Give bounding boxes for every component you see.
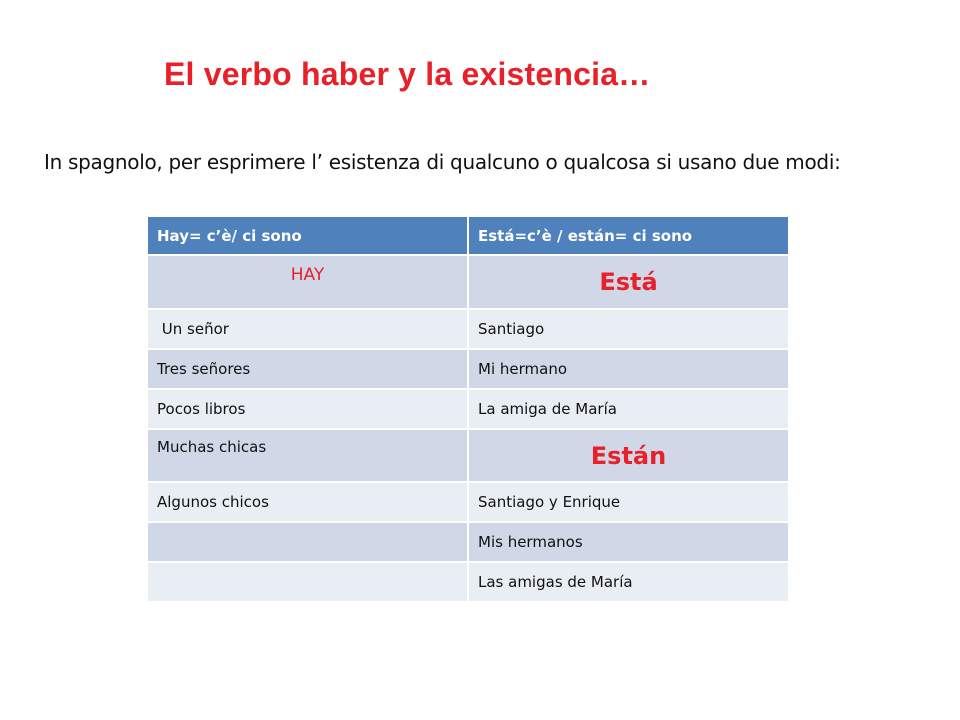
header-hay: Hay= c’è/ ci sono (148, 217, 468, 255)
table-cell: Mis hermanos (468, 522, 788, 562)
intro-text: In spagnolo, per esprimere l’ esistenza di qualcuno o qualcosa si usano due modi: (44, 150, 841, 174)
table-row (148, 522, 788, 562)
table-cell (148, 522, 468, 562)
table-cell: Santiago (468, 309, 788, 349)
table-cell: Muchas chicas (148, 429, 468, 482)
section-label-esta: Está (468, 255, 788, 309)
table-row (148, 309, 788, 349)
table-row (148, 349, 788, 389)
table-cell: Tres señores (148, 349, 468, 389)
table-row (148, 429, 788, 482)
table-cell: Algunos chicos (148, 482, 468, 522)
section-label-hay: HAY (148, 255, 468, 309)
table-row (148, 389, 788, 429)
table-row (148, 482, 788, 522)
table-cell: Mi hermano (468, 349, 788, 389)
table-cell (148, 562, 468, 602)
table-cell: La amiga de María (468, 389, 788, 429)
table-header-row (148, 217, 788, 255)
grammar-table (148, 217, 788, 603)
table-row (148, 255, 788, 309)
table-cell: Santiago y Enrique (468, 482, 788, 522)
header-esta: Está=c’è / están= ci sono (468, 217, 788, 255)
table-cell: Un señor (148, 309, 468, 349)
slide-title: El verbo haber y la existencia… (164, 56, 651, 92)
table-cell: Las amigas de María (468, 562, 788, 602)
table-row (148, 562, 788, 602)
section-label-estan: Están (468, 429, 788, 482)
table-cell: Pocos libros (148, 389, 468, 429)
